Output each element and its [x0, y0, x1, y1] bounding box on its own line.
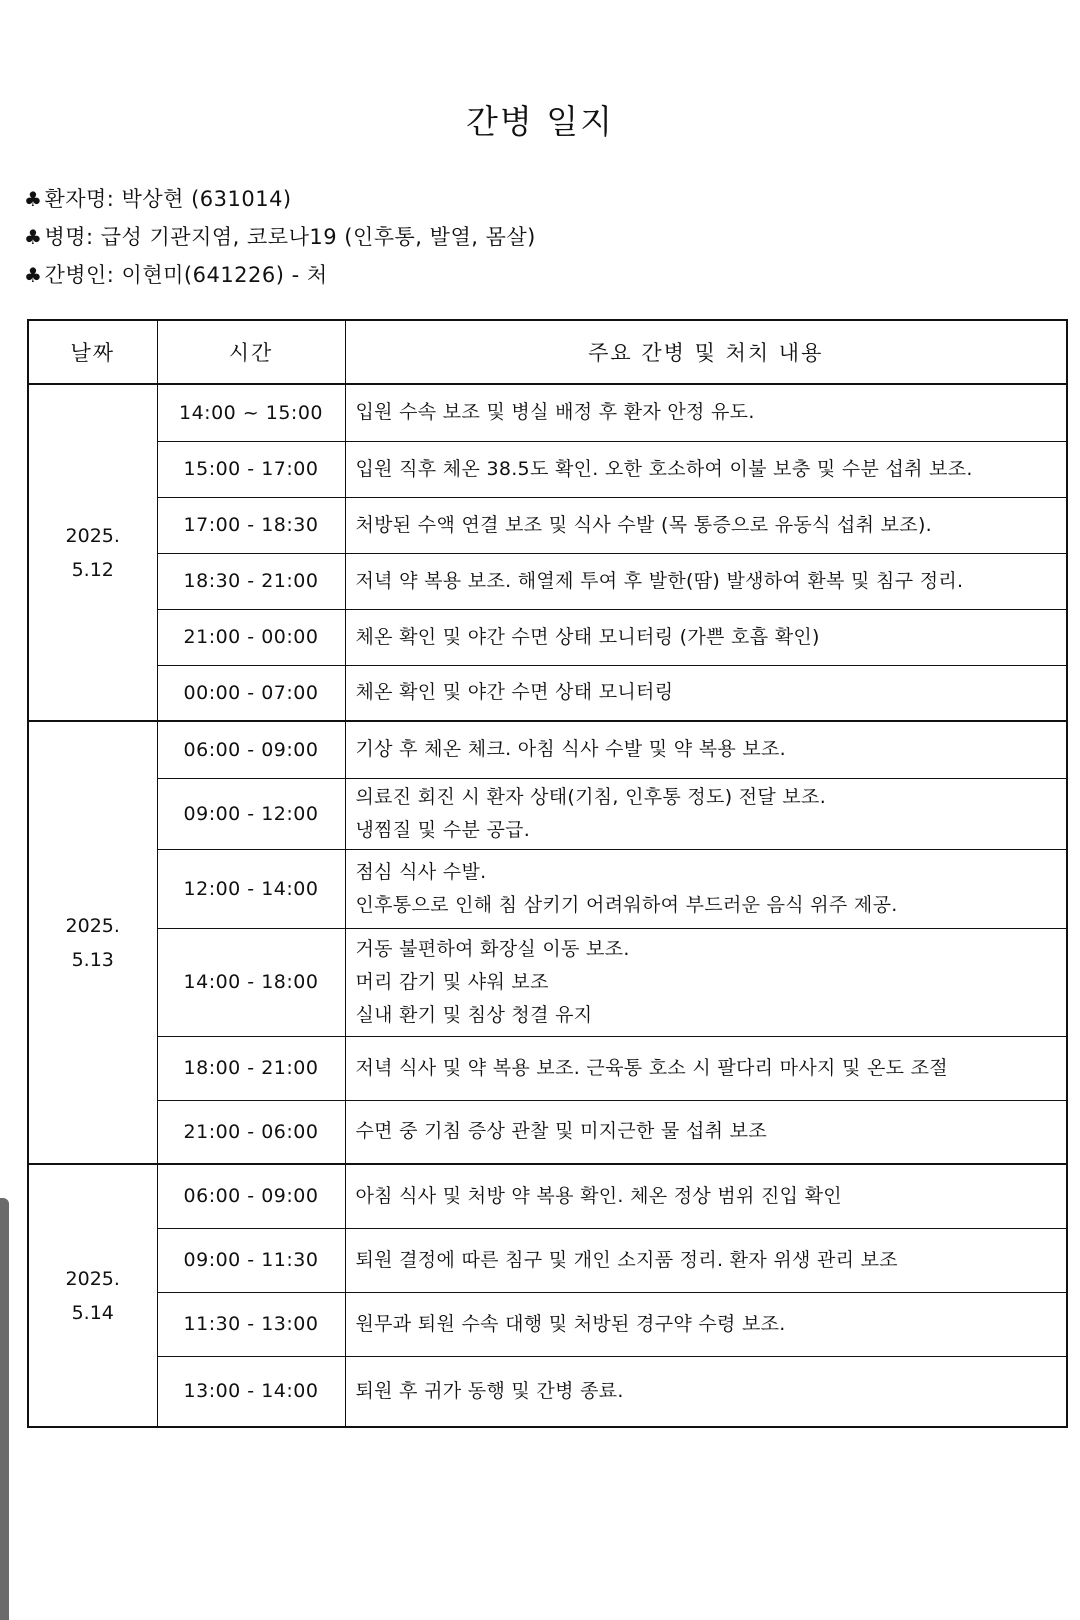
time-cell: 09:00 - 11:30 — [157, 1228, 345, 1292]
header-date: 날짜 — [28, 320, 157, 384]
diagnosis-line — [24, 218, 536, 256]
content-cell — [345, 1100, 1067, 1164]
time-cell: 18:00 - 21:00 — [157, 1036, 345, 1100]
content-cell — [345, 778, 1067, 849]
table-row — [28, 778, 1067, 849]
club-icon: ♣ — [24, 263, 43, 287]
content-cell — [345, 665, 1067, 721]
header-content: 주요 간병 및 처치 내용 — [345, 320, 1067, 384]
table-row — [28, 609, 1067, 665]
time-cell: 09:00 - 12:00 — [157, 778, 345, 849]
date-year: 2025. — [65, 914, 120, 937]
time-cell: 15:00 - 17:00 — [157, 441, 345, 497]
caregiver-line — [24, 256, 536, 294]
content-line: 실내 환기 및 침상 청결 유지 — [355, 1003, 593, 1026]
content-line: 의료진 회진 시 환자 상태(기침, 인후통 정도) 전달 보조. — [355, 785, 827, 808]
content-line: 체온 확인 및 야간 수면 상태 모니터링 (가쁜 호흡 확인) — [355, 625, 820, 648]
date-day: 5.14 — [71, 1301, 114, 1324]
time-cell: 18:30 - 21:00 — [157, 553, 345, 609]
date-year: 2025. — [65, 1267, 120, 1290]
content-line: 저녁 약 복용 보조. 해열제 투여 후 발한(땀) 발생하여 환복 및 침구 정리. — [355, 569, 964, 592]
document-title: 간병 일지 — [465, 102, 614, 141]
content-line: 체온 확인 및 야간 수면 상태 모니터링 — [355, 681, 674, 704]
diagnosis: 병명: 급성 기관지염, 코로나19 (인후통, 발열, 몸살) — [44, 225, 536, 249]
table-row — [28, 721, 1067, 778]
content-cell — [345, 849, 1067, 928]
content-cell — [345, 497, 1067, 553]
content-line: 냉찜질 및 수분 공급. — [355, 818, 531, 841]
time-cell: 13:00 - 14:00 — [157, 1356, 345, 1427]
club-icon: ♣ — [24, 225, 43, 249]
club-icon: ♣ — [24, 187, 43, 211]
table-row — [28, 928, 1067, 1036]
date-day: 5.12 — [71, 558, 114, 581]
content-line: 원무과 퇴원 수속 대행 및 처방된 경구약 수령 보조. — [355, 1312, 786, 1335]
time-cell: 00:00 - 07:00 — [157, 665, 345, 721]
date-cell — [28, 721, 157, 1164]
patient-name: 환자명: 박상현 (631014) — [44, 187, 292, 211]
table-row — [28, 1228, 1067, 1292]
table-row — [28, 1100, 1067, 1164]
content-cell — [345, 1164, 1067, 1228]
time-cell: 21:00 - 00:00 — [157, 609, 345, 665]
time-cell: 06:00 - 09:00 — [157, 1164, 345, 1228]
table-body — [28, 384, 1067, 1427]
content-cell — [345, 609, 1067, 665]
date-year: 2025. — [65, 524, 120, 547]
table-row — [28, 849, 1067, 928]
time-cell: 17:00 - 18:30 — [157, 497, 345, 553]
date-day: 5.13 — [71, 948, 114, 971]
content-line: 기상 후 체온 체크. 아침 식사 수발 및 약 복용 보조. — [355, 738, 787, 761]
time-cell: 12:00 - 14:00 — [157, 849, 345, 928]
time-cell: 14:00 - 18:00 — [157, 928, 345, 1036]
content-line: 처방된 수액 연결 보조 및 식사 수발 (목 통증으로 유동식 섭취 보조). — [355, 513, 933, 536]
table-row — [28, 1356, 1067, 1427]
content-cell — [345, 441, 1067, 497]
time-cell: 14:00 ~ 15:00 — [157, 384, 345, 441]
care-log-table — [27, 319, 1068, 1428]
content-line: 수면 중 기침 증상 관찰 및 미지근한 물 섭취 보조 — [355, 1120, 767, 1143]
content-cell — [345, 1292, 1067, 1356]
date-cell — [28, 1164, 157, 1427]
patient-info — [24, 180, 536, 294]
content-line: 퇴원 결정에 따른 침구 및 개인 소지품 정리. 환자 위생 관리 보조 — [355, 1248, 898, 1271]
table-header-row — [28, 320, 1067, 384]
content-cell — [345, 721, 1067, 778]
content-line: 입원 직후 체온 38.5도 확인. 오한 호소하여 이불 보충 및 수분 섭취 보조. — [355, 457, 973, 480]
time-cell: 06:00 - 09:00 — [157, 721, 345, 778]
content-line: 인후통으로 인해 침 삼키기 어려워하여 부드러운 음식 위주 제공. — [355, 893, 898, 916]
content-cell — [345, 928, 1067, 1036]
header-time: 시간 — [157, 320, 345, 384]
time-cell: 11:30 - 13:00 — [157, 1292, 345, 1356]
table-row — [28, 1036, 1067, 1100]
table-row — [28, 1292, 1067, 1356]
content-line: 머리 감기 및 샤워 보조 — [355, 970, 549, 993]
content-cell — [345, 1036, 1067, 1100]
content-cell — [345, 384, 1067, 441]
content-line: 거동 불편하여 화장실 이동 보조. — [355, 937, 630, 960]
table-row — [28, 497, 1067, 553]
content-line: 점심 식사 수발. — [355, 860, 487, 883]
content-cell — [345, 1356, 1067, 1427]
table-row — [28, 441, 1067, 497]
scrollbar-tab[interactable] — [0, 1198, 9, 1620]
content-line: 아침 식사 및 처방 약 복용 확인. 체온 정상 범위 진입 확인 — [355, 1184, 842, 1207]
table-row — [28, 1164, 1067, 1228]
content-line: 입원 수속 보조 및 병실 배정 후 환자 안정 유도. — [355, 401, 755, 424]
table-row — [28, 665, 1067, 721]
content-cell — [345, 553, 1067, 609]
caregiver: 간병인: 이현미(641226) - 처 — [44, 263, 328, 287]
time-cell: 21:00 - 06:00 — [157, 1100, 345, 1164]
content-line: 저녁 식사 및 약 복용 보조. 근육통 호소 시 팔다리 마사지 및 온도 조절 — [355, 1056, 948, 1079]
content-line: 퇴원 후 귀가 동행 및 간병 종료. — [355, 1379, 624, 1402]
patient-name-line — [24, 180, 536, 218]
table-row — [28, 384, 1067, 441]
date-cell — [28, 384, 157, 721]
table-row — [28, 553, 1067, 609]
content-cell — [345, 1228, 1067, 1292]
